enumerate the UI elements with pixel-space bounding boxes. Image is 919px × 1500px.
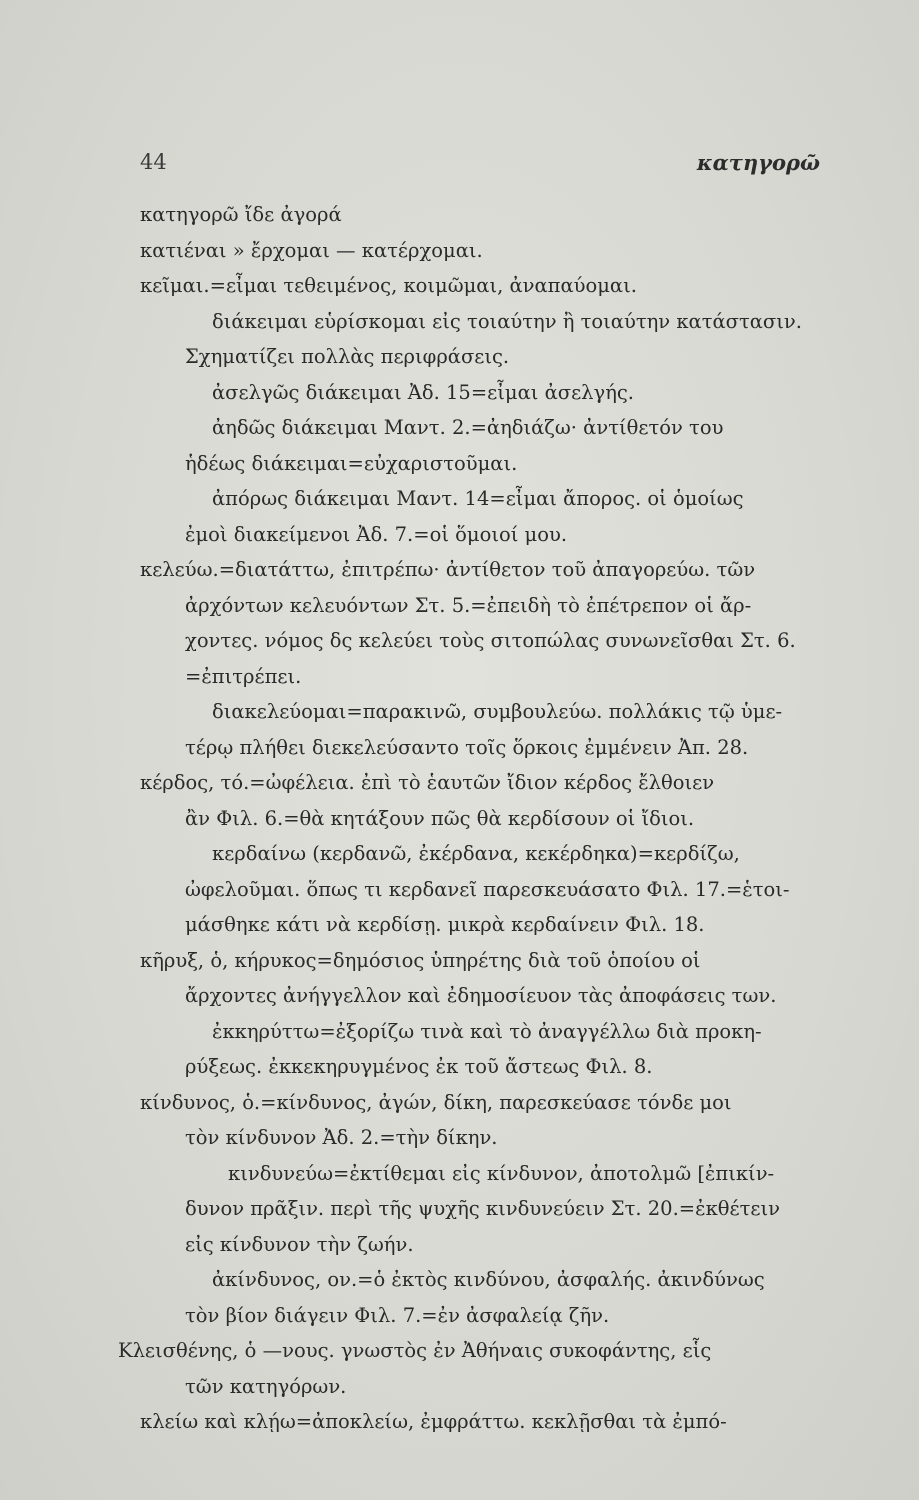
text-line: ἀηδῶς διάκειμαι Μαντ. 2.=ἀηδιάζω· ἀντίθετόν του xyxy=(212,416,724,439)
text-line: ρύξεως. ἐκκεκηρυγμένος ἐκ τοῦ ἄστεως Φιλ. 8. xyxy=(185,1055,653,1078)
text-line: ἐμοὶ διακείμενοι Ἀδ. 7.=οἱ ὅμοιοί μου. xyxy=(185,522,568,546)
text-line: μάσθηκε κάτι νὰ κερδίσῃ. μικρὰ κερδαίνειν Φιλ. 18. xyxy=(185,913,705,936)
text-line: κεῖμαι.=εἶμαι τεθειμένος, κοιμῶμαι, ἀναπαύομαι. xyxy=(140,274,637,297)
text-line: κατιέναι » ἔρχομαι — κατέρχομαι. xyxy=(140,238,483,262)
text-line: ἀπόρως διάκειμαι Μαντ. 14=εἶμαι ἄπορος. οἱ ὁμοίως xyxy=(212,487,744,510)
text-line: κλείω καὶ κλῄω=ἀποκλείω, ἐμφράττω. κεκλῇσθαι τὰ ἐμπό- xyxy=(140,1410,727,1433)
text-line: εἰς κίνδυνον τὴν ζωήν. xyxy=(185,1232,414,1256)
text-line: κατηγορῶ ἴδε ἀγορά xyxy=(140,203,342,226)
text-line: διακελεύομαι=παρακινῶ, συμβουλεύω. πολλάκις τῷ ὑμε- xyxy=(212,700,783,723)
text-line: κερδαίνω (κερδανῶ, ἐκέρδανα, κεκέρδηκα)=κερδίζω, xyxy=(212,842,740,865)
text-line: Σχηματίζει πολλὰς περιφράσεις. xyxy=(185,345,510,368)
text-line: κινδυνεύω=ἐκτίθεμαι εἰς κίνδυνον, ἀποτολμῶ [ἐπικίν- xyxy=(228,1161,775,1185)
text-line: διάκειμαι εὑρίσκομαι εἰς τοιαύτην ἢ τοιαύτην κατάστασιν. xyxy=(212,309,802,333)
text-line: τέρῳ πλήθει διεκελεύσαντο τοῖς ὅρκοις ἐμμένειν Ἀπ. 28. xyxy=(185,735,749,759)
text-line: κέρδος, τό.=ὠφέλεια. ἐπὶ τὸ ἑαυτῶν ἴδιον κέρδος ἔλθοιεν xyxy=(140,771,715,794)
text-line: χοντες. νόμος δς κελεύει τοὺς σιτοπώλας συνωνεῖσθαι Στ. 6. xyxy=(185,629,796,652)
page-header xyxy=(140,150,820,186)
text-line: Κλεισθένης, ὁ —νους. γνωστὸς ἐν Ἀθήναις συκοφάντης, εἷς xyxy=(118,1339,712,1362)
text-line: ἀρχόντων κελευόντων Στ. 5.=ἐπειδὴ τὸ ἐπέτρεπον οἱ ἄρ- xyxy=(185,593,752,617)
text-line: ἄρχοντες ἀνήγγελλον καὶ ἐδημοσίευον τὰς ἀποφάσεις των. xyxy=(185,984,777,1007)
running-head: κατηγορῶ xyxy=(696,150,820,175)
text-line: =ἐπιτρέπει. xyxy=(185,664,302,688)
text-line: ἂν Φιλ. 6.=θὰ κητάξουν πῶς θὰ κερδίσουν οἱ ἴδιοι. xyxy=(185,806,695,830)
text-line: τὸν βίον διάγειν Φιλ. 7.=ἐν ἀσφαλείᾳ ζῆν. xyxy=(185,1303,610,1327)
text-line: δυνον πρᾶξιν. περὶ τῆς ψυχῆς κινδυνεύειν Στ. 20.=ἐκθέτειν xyxy=(185,1197,781,1220)
text-line: κελεύω.=διατάττω, ἐπιτρέπω· ἀντίθετον τοῦ ἀπαγορεύω. τῶν xyxy=(140,558,756,581)
text-line: ἐκκηρύττω=ἐξορίζω τινὰ καὶ τὸ ἀναγγέλλω διὰ προκη- xyxy=(212,1019,762,1043)
text-line: κίνδυνος, ὁ.=κίνδυνος, ἀγών, δίκη, παρεσκεύασε τόνδε μοι xyxy=(140,1090,732,1114)
text-line: κῆρυξ, ὁ, κήρυκος=δημόσιος ὑπηρέτης διὰ τοῦ ὁποίου οἱ xyxy=(140,948,701,972)
text-line: τῶν κατηγόρων. xyxy=(185,1374,347,1398)
text-line: ἀσελγῶς διάκειμαι Ἀδ. 15=εἶμαι ἀσελγής. xyxy=(212,380,634,404)
text-line: ἀκίνδυνος, ον.=ὁ ἐκτὸς κινδύνου, ἀσφαλής. ἀκινδύνως xyxy=(212,1268,765,1291)
text-line: τὸν κίνδυνον Ἀδ. 2.=τὴν δίκην. xyxy=(185,1126,498,1149)
text-line: ἡδέως διάκειμαι=εὐχαριστοῦμαι. xyxy=(185,451,518,475)
page-number: 44 xyxy=(140,150,167,174)
text-line: ὠφελοῦμαι. ὅπως τι κερδανεῖ παρεσκευάσατο Φιλ. 17.=ἑτοι- xyxy=(185,877,790,901)
